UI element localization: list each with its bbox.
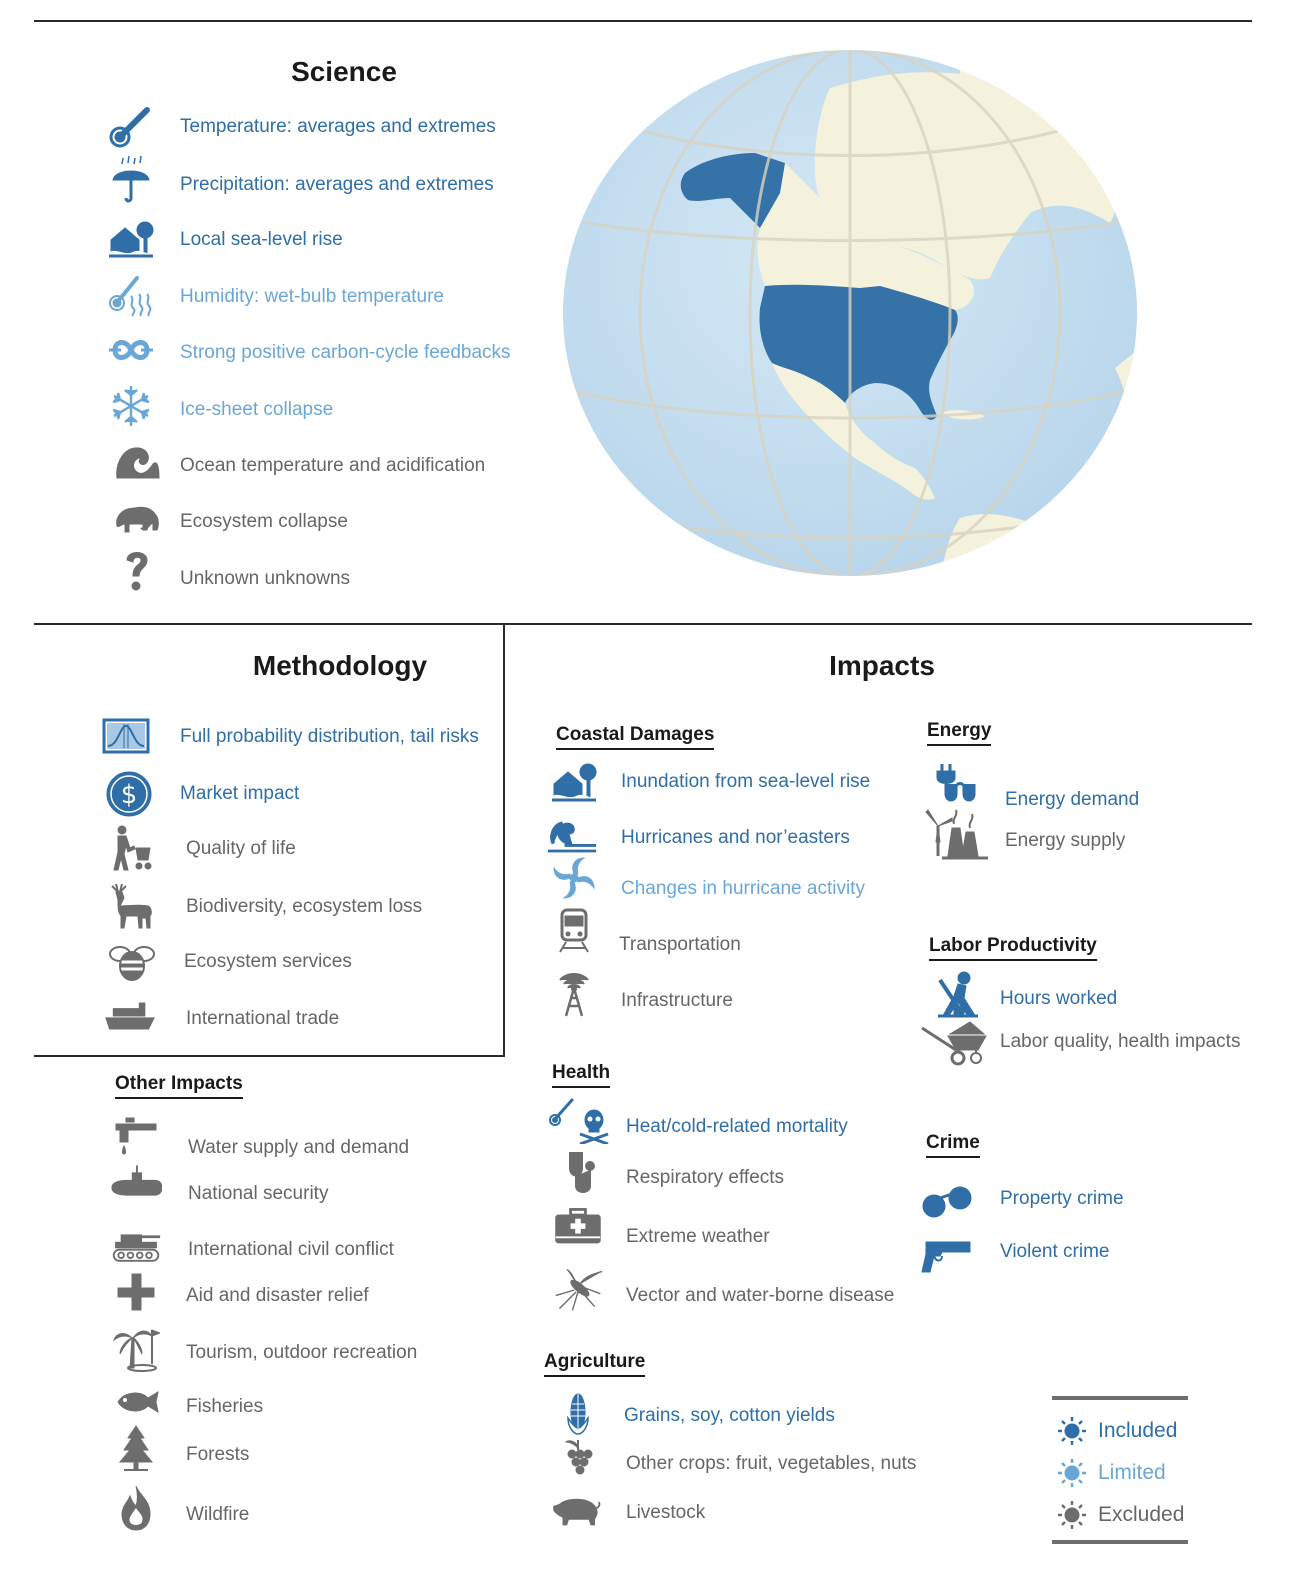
deer-icon (106, 880, 158, 932)
feedback-loop-icon (105, 324, 157, 376)
svg-text:$: $ (120, 780, 138, 810)
wheelbarrow-icon (920, 1016, 988, 1068)
methodology-right-rule (503, 623, 505, 1057)
sun-icon (1056, 1457, 1088, 1489)
faucet-icon (110, 1110, 162, 1162)
first-aid-kit-icon (552, 1202, 604, 1254)
question-mark-icon (111, 544, 163, 596)
plug-icon (932, 760, 984, 812)
other-impacts-title: Other Impacts (115, 1073, 243, 1099)
umbrella-rain-icon (105, 154, 157, 206)
corn-icon (552, 1386, 604, 1438)
flooded-house-icon (548, 756, 600, 808)
hurricane-icon (548, 852, 600, 904)
distribution-chart-icon (100, 710, 152, 762)
mammoth-icon (111, 492, 163, 544)
tank-icon (110, 1220, 162, 1272)
health-title: Health (552, 1062, 610, 1088)
methodology-title: Methodology (252, 650, 428, 681)
submarine-icon (110, 1158, 162, 1210)
methodology-bottom-rule (34, 1055, 505, 1057)
flame-icon (110, 1482, 162, 1534)
thermometer-icon (105, 100, 157, 152)
pig-icon (550, 1484, 602, 1536)
energy-title: Energy (927, 720, 991, 746)
handcuffs-icon (920, 1172, 976, 1224)
palm-golf-icon (110, 1322, 162, 1374)
sun-icon (1056, 1499, 1088, 1531)
coastal-title: Coastal Damages (556, 724, 714, 750)
skull-thermometer-icon (548, 1094, 612, 1146)
mosquito-icon (552, 1264, 604, 1316)
sun-icon (1056, 1415, 1088, 1447)
cargo-ship-icon (104, 990, 156, 1042)
globe (560, 48, 1140, 578)
labor-title: Labor Productivity (929, 935, 1097, 961)
legend-item-excluded: Excluded (1056, 1498, 1184, 1532)
cross-icon (110, 1266, 162, 1318)
middle-rule (34, 623, 1252, 625)
grapes-icon (552, 1434, 604, 1486)
pistol-icon (920, 1226, 976, 1278)
dollar-coin-icon (103, 768, 155, 820)
fish-icon (110, 1376, 162, 1428)
train-icon (548, 904, 600, 956)
agriculture-title: Agriculture (544, 1351, 645, 1377)
legend (1052, 1396, 1188, 1544)
snowflake-icon (105, 380, 157, 432)
legend-item-limited: Limited (1056, 1456, 1166, 1490)
power-plant-icon (922, 808, 990, 860)
flooded-house-icon (105, 212, 157, 264)
impacts-title: Impacts (829, 650, 935, 681)
stroller-icon (106, 822, 158, 874)
crime-title: Crime (926, 1132, 980, 1158)
africa-edge (1115, 348, 1140, 518)
top-rule (34, 20, 1252, 22)
radio-tower-icon (548, 968, 600, 1020)
worker-icon (932, 968, 984, 1020)
globe-map (560, 48, 1140, 578)
legend-item-included: Included (1056, 1414, 1177, 1448)
humidity-thermometer-icon (105, 268, 157, 320)
wave-icon (111, 436, 163, 488)
science-title: Science (291, 56, 397, 87)
stethoscope-icon (552, 1146, 604, 1198)
pine-tree-icon (110, 1422, 162, 1474)
bee-icon (106, 936, 158, 988)
